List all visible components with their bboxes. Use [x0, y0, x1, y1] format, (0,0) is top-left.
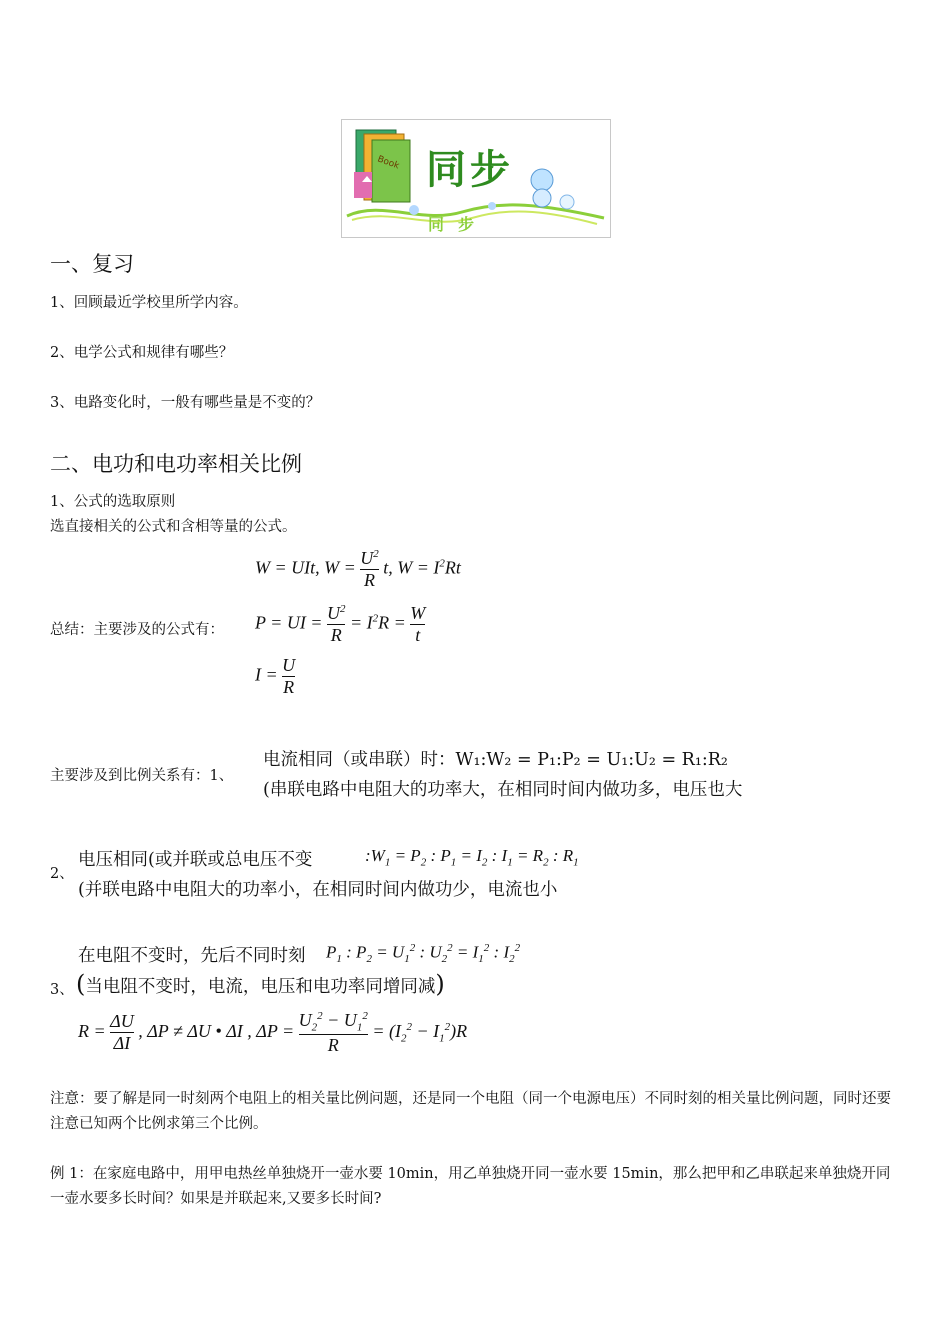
case3-line2-text: 当电阻不变时，电流，电压和电功率同增同减 — [85, 977, 436, 997]
review-item-3: 3、电路变化时，一般有哪些量是不变的？ — [50, 395, 321, 411]
case2-ratio: $:W_1 = P_2$ : $P_1 = I_2$ : $I_1 = R_2$ : $R_1$ — [365, 846, 579, 869]
principle-title: 1、公式的选取原则 — [50, 494, 176, 510]
review-heading: 一、复习 — [50, 252, 134, 276]
case1-line1: 电流相同（或串联）时：W₁:W₂ = P₁:P₂ = U₁:U₂ = R₁:R₂ — [263, 750, 728, 770]
case3-line1: 在电阻不变时，先后不同时刻 — [78, 946, 306, 966]
review-item-2: 2、电学公式和规律有哪些？ — [50, 345, 234, 361]
case2-number: 2、 — [50, 866, 74, 882]
case3-line2: (当电阻不变时，电流，电压和电功率同增同减) — [76, 970, 445, 998]
example-paragraph: 例 1：在家庭电路中，用甲电热丝单独烧开一壶水要 10min，用乙单独烧开同一壶水要 15min，那么把甲和乙串联起来单独烧开同一壶水要多长时间？如果是并联起来,又要多长时间? — [50, 1166, 891, 1207]
formula-delta: R = $\frac{\Delta U}{\Delta I}$ , ΔP ≠ ΔU • ΔI , ΔP = $\frac{U_2^2 - U_1^2}{R}$ = $(I_2^2 - I_1^2)R$ — [78, 1010, 468, 1055]
ratio-label: 主要涉及到比例关系有：1、 — [50, 768, 234, 784]
logo-book-text: Book — [375, 154, 401, 172]
review-item-1: 1、回顾最近学校里所学内容。 — [50, 295, 248, 311]
case3-number: 3、 — [50, 982, 74, 998]
ratios-heading: 二、电功和电功率相关比例 — [50, 452, 302, 476]
case2-line2: (并联电路中电阻大的功率小，在相同时间内做功少，电流也小 — [78, 880, 558, 900]
principle-text: 选直接相关的公式和含相等量的公式。 — [50, 519, 297, 535]
sync-logo — [341, 119, 611, 238]
logo-subtitle: 同步 — [428, 215, 489, 234]
formula-work: W = UIt, W = $\frac{U^2}{R}$ t, $W = I^2Rt$ — [255, 548, 461, 590]
summary-label: 总结：主要涉及的公式有： — [50, 622, 224, 638]
logo-title: 同步 — [426, 147, 514, 193]
formula-power: P = UI = $\frac{U^2}{R}$ = $I^2R$ = $\frac{W}{t}$ — [255, 603, 426, 645]
case1-line2: (串联电路中电阻大的功率大，在相同时间内做功多，电压也大 — [263, 780, 743, 800]
case2-line1: 电压相同(或并联或总电压不变 — [78, 850, 313, 870]
note-paragraph: 注意：要了解是同一时刻两个电阻上的相关量比例问题，还是同一个电阻（同一个电源电压）不同时刻的相关量比例问题，同时还要注意已知两个比例求第三个比例。 — [50, 1091, 891, 1132]
case3-ratio: $P_1$ : $P_2 = U_1^2$ : $U_2^2 = I_1^2$ : $I_2^2$ — [326, 942, 521, 966]
formula-current: I = $\frac{U}{R}$ — [255, 655, 296, 697]
